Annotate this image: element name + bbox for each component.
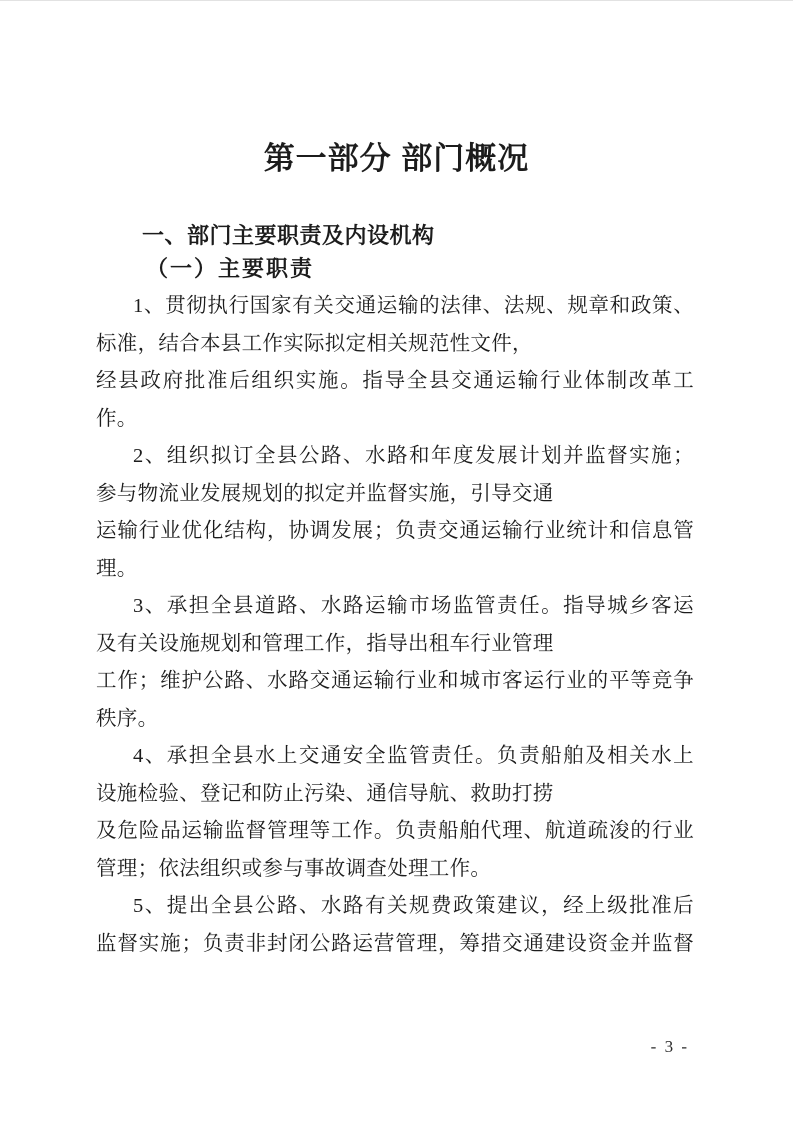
text-line: 5、提出全县公路、水路有关规费政策建议，经上级批准后 [133, 895, 694, 917]
text-line: 工作；维护公路、水路交通运输行业和城市客运行业的平等竞争 [96, 670, 694, 692]
paragraph [96, 588, 694, 738]
body-text [96, 288, 694, 963]
paragraph [96, 288, 694, 438]
text-line: 及有关设施规划和管理工作，指导出租车行业管理 [96, 632, 554, 655]
text-line: 理。 [96, 557, 138, 580]
paragraph [96, 888, 694, 963]
subsection-heading: （一）主要职责 [146, 256, 315, 281]
text-line: 参与物流业发展规划的拟定并监督实施，引导交通 [96, 482, 554, 505]
text-line: 设施检验、登记和防止污染、通信导航、救助打捞 [96, 782, 554, 805]
text-line: 4、承担全县水上交通安全监管责任。负责船舶及相关水上 [133, 745, 694, 767]
text-line: 标准，结合本县工作实际拟定相关规范性文件， [96, 332, 533, 355]
text-line: 运输行业优化结构，协调发展；负责交通运输行业统计和信息管 [96, 520, 694, 542]
page-number: - 3 - [650, 1037, 689, 1056]
section-heading: 一、部门主要职责及内设机构 [142, 223, 435, 248]
document-title: 第一部分 部门概况 [263, 141, 530, 176]
text-line: 及危险品运输监督管理等工作。负责船舶代理、航道疏浚的行业 [96, 820, 694, 842]
text-line: 监督实施；负责非封闭公路运营管理，筹措交通建设资金并监督 [96, 932, 694, 955]
text-line: 2、组织拟订全县公路、水路和年度发展计划并监督实施； [133, 445, 694, 467]
text-line: 作。 [96, 407, 138, 430]
text-line: 1、贯彻执行国家有关交通运输的法律、法规、规章和政策、 [133, 295, 694, 317]
text-line: 3、承担全县道路、水路运输市场监管责任。指导城乡客运 [133, 595, 694, 617]
page-top-edge [0, 0, 793, 1]
text-line: 管理；依法组织或参与事故调查处理工作。 [96, 857, 492, 880]
text-line: 秩序。 [96, 707, 159, 730]
paragraph [96, 438, 694, 588]
text-line: 经县政府批准后组织实施。指导全县交通运输行业体制改革工 [96, 370, 694, 392]
paragraph [96, 738, 694, 888]
